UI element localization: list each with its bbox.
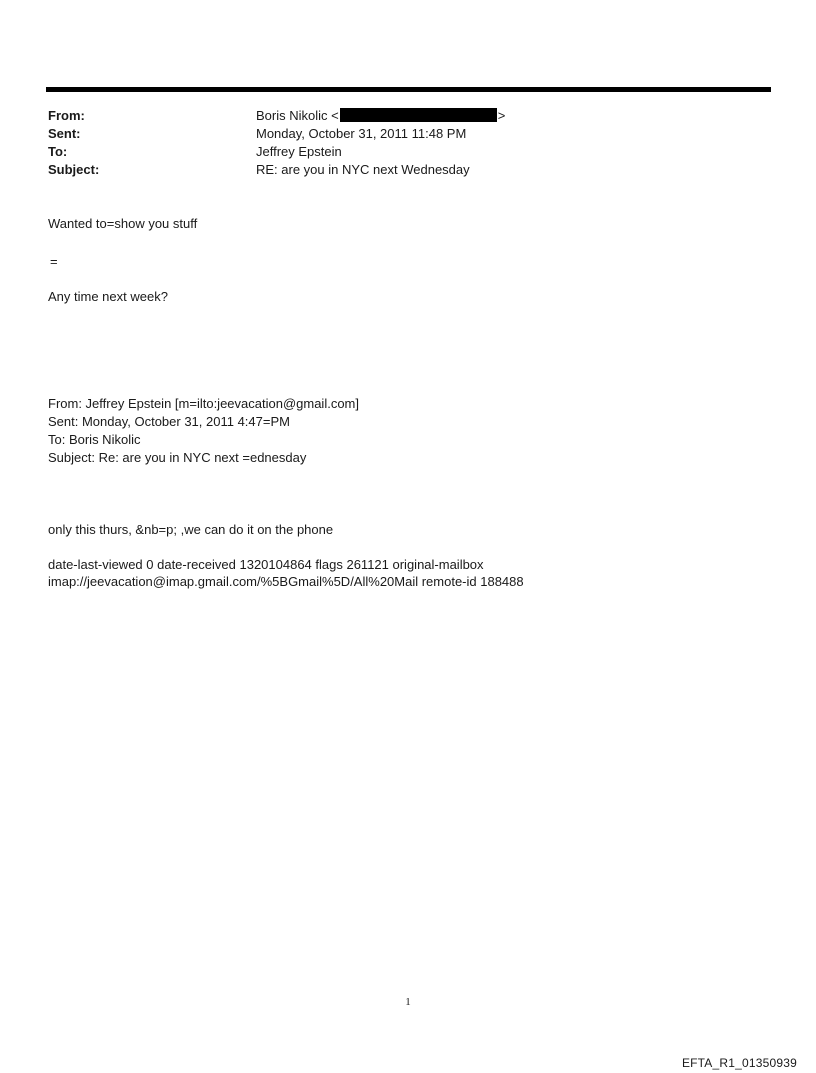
from-label: From: xyxy=(48,108,85,123)
from-name: Boris Nikolic < xyxy=(256,108,339,123)
quoted-subject: Subject: Re: are you in NYC next =ednesday xyxy=(48,450,307,465)
quoted-to: To: Boris Nikolic xyxy=(48,432,141,447)
from-value xyxy=(256,107,505,125)
subject-value: RE: are you in NYC next Wednesday xyxy=(256,162,470,177)
quoted-reply: only this thurs, &nb=p; ,we can do it on the phone xyxy=(48,522,334,537)
metadata-line-1: date-last-viewed 0 date-received 1320104864 flags 261121 original-mailbox xyxy=(48,557,484,572)
body-line-3: Any time next week? xyxy=(48,289,168,304)
quoted-sent: Sent: Monday, October 31, 2011 4:47=PM xyxy=(48,414,290,429)
to-label: To: xyxy=(48,144,68,159)
quoted-from: From: Jeffrey Epstein [m=ilto:jeevacation@gmail.com] xyxy=(48,396,359,411)
body-line-1: Wanted to=show you stuff xyxy=(48,216,198,231)
redaction-bar xyxy=(340,108,497,122)
bates-stamp: EFTA_R1_01350939 xyxy=(681,1056,797,1070)
sent-value: Monday, October 31, 2011 11:48 PM xyxy=(256,126,467,141)
subject-label: Subject: xyxy=(48,162,100,177)
to-value: Jeffrey Epstein xyxy=(256,144,342,159)
sent-label: Sent: xyxy=(48,126,81,141)
header-rule xyxy=(46,87,771,92)
page-number: 1 xyxy=(405,996,411,1008)
metadata-line-2: imap://jeevacation@imap.gmail.com/%5BGmail%5D/All%20Mail remote-id 188488 xyxy=(48,574,524,589)
from-close: > xyxy=(497,108,506,123)
body-line-2: = xyxy=(50,254,58,269)
